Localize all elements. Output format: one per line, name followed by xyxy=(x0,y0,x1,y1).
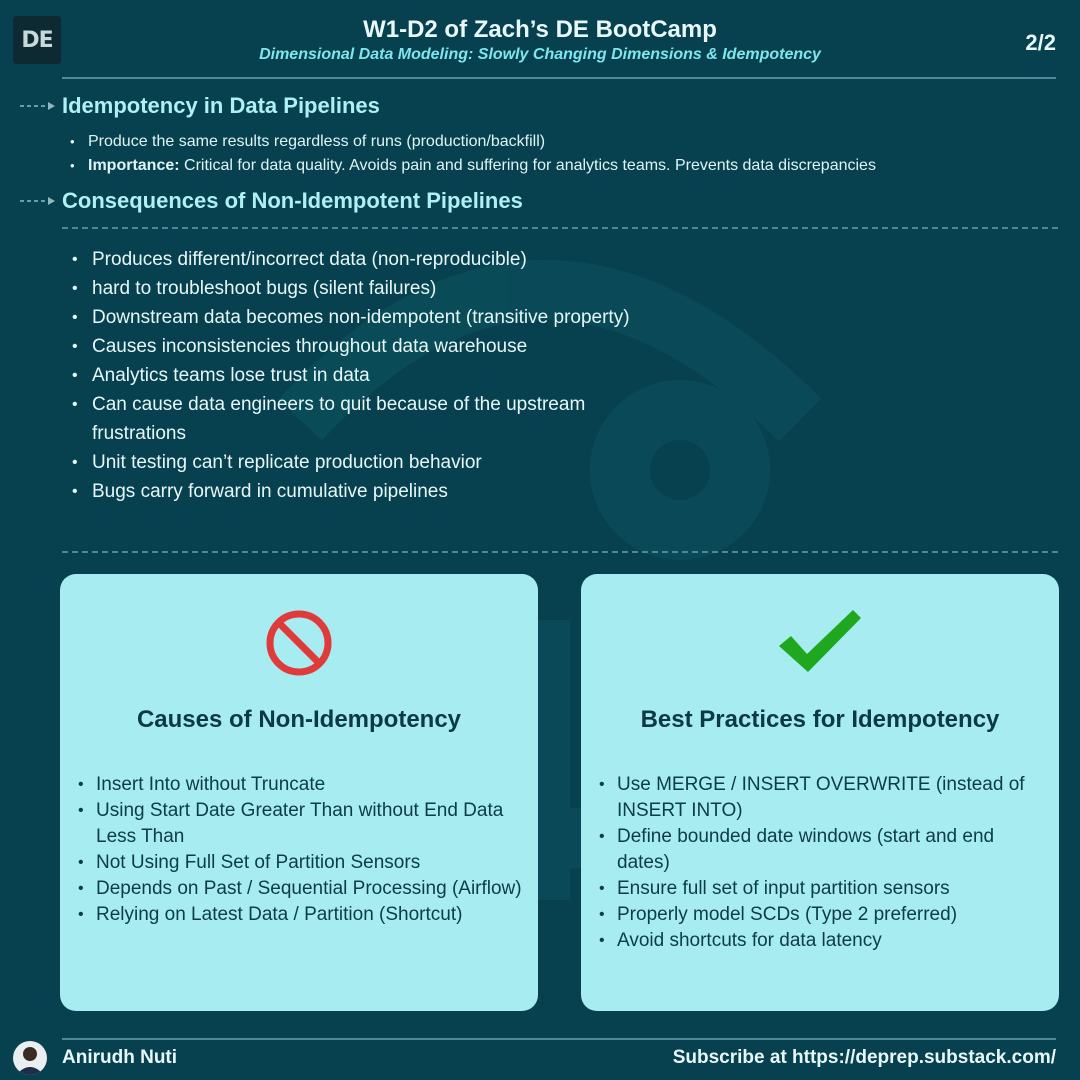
list-item: • Ensure full set of input partition sensors xyxy=(597,876,1049,902)
header-divider xyxy=(62,77,1056,79)
list-item: • Avoid shortcuts for data latency xyxy=(597,928,1049,954)
list-item: • Depends on Past / Sequential Processing (Airflow) xyxy=(76,876,528,902)
consequences-heading-row xyxy=(20,188,523,214)
list-item: • Causes inconsistencies throughout data warehouse xyxy=(72,332,652,361)
page-title: W1-D2 of Zach’s DE BootCamp xyxy=(363,16,717,43)
dashed-arrow-icon xyxy=(20,101,56,111)
list-item: • Importance: Critical for data quality. Avoids pain and suffering for analytics teams. Prevents data discrepancies xyxy=(70,154,876,178)
consequences-heading: Consequences of Non-Idempotent Pipelines xyxy=(62,188,523,213)
dashed-arrow-icon xyxy=(20,196,56,206)
causes-card xyxy=(60,574,538,1011)
subscribe-link[interactable]: Subscribe at https://deprep.substack.com/ xyxy=(672,1047,1056,1068)
list-item: • Properly model SCDs (Type 2 preferred) xyxy=(597,902,1049,928)
best-practices-card-title: Best Practices for Idempotency xyxy=(640,706,1000,733)
causes-card-title: Causes of Non-Idempotency xyxy=(136,706,462,733)
list-item: • Downstream data becomes non-idempotent (transitive property) xyxy=(72,303,652,332)
list-item: • Not Using Full Set of Partition Sensors xyxy=(76,850,528,876)
list-item: • Produce the same results regardless of runs (production/backfill) xyxy=(70,130,876,154)
best-practices-card xyxy=(581,574,1059,1011)
prohibited-icon xyxy=(264,608,334,678)
list-item: • Unit testing can’t replicate production behavior xyxy=(72,448,652,477)
author-name: Anirudh Nuti xyxy=(62,1047,178,1068)
idempotency-bullets xyxy=(70,130,876,178)
best-practices-list xyxy=(597,772,1049,954)
consequences-list xyxy=(72,245,652,506)
page-number: 2/2 xyxy=(1025,30,1056,55)
logo-text: DE xyxy=(21,27,53,53)
list-item: • hard to troubleshoot bugs (silent failures) xyxy=(72,274,652,303)
idempotency-heading-row xyxy=(20,93,380,119)
footer-divider xyxy=(62,1038,1056,1040)
list-item: • Produces different/incorrect data (non-reproducible) xyxy=(72,245,652,274)
causes-list xyxy=(76,772,528,928)
idempotency-heading: Idempotency in Data Pipelines xyxy=(62,93,380,118)
list-item: • Can cause data engineers to quit because of the upstream frustrations xyxy=(72,390,652,448)
list-item: • Define bounded date windows (start and end dates) xyxy=(597,824,1049,876)
list-item: • Analytics teams lose trust in data xyxy=(72,361,652,390)
page-subtitle: Dimensional Data Modeling: Slowly Changing Dimensions & Idempotency xyxy=(259,46,821,63)
list-item: • Relying on Latest Data / Partition (Shortcut) xyxy=(76,902,528,928)
section-divider xyxy=(62,227,1058,229)
list-item: • Bugs carry forward in cumulative pipelines xyxy=(72,477,652,506)
list-item: • Use MERGE / INSERT OVERWRITE (instead of INSERT INTO) xyxy=(597,772,1049,824)
list-item: • Using Start Date Greater Than without End Data Less Than xyxy=(76,798,528,850)
person-icon xyxy=(13,1041,47,1075)
section-divider xyxy=(62,551,1058,553)
list-item: • Insert Into without Truncate xyxy=(76,772,528,798)
checkmark-icon xyxy=(777,608,863,678)
avatar xyxy=(13,1041,47,1075)
